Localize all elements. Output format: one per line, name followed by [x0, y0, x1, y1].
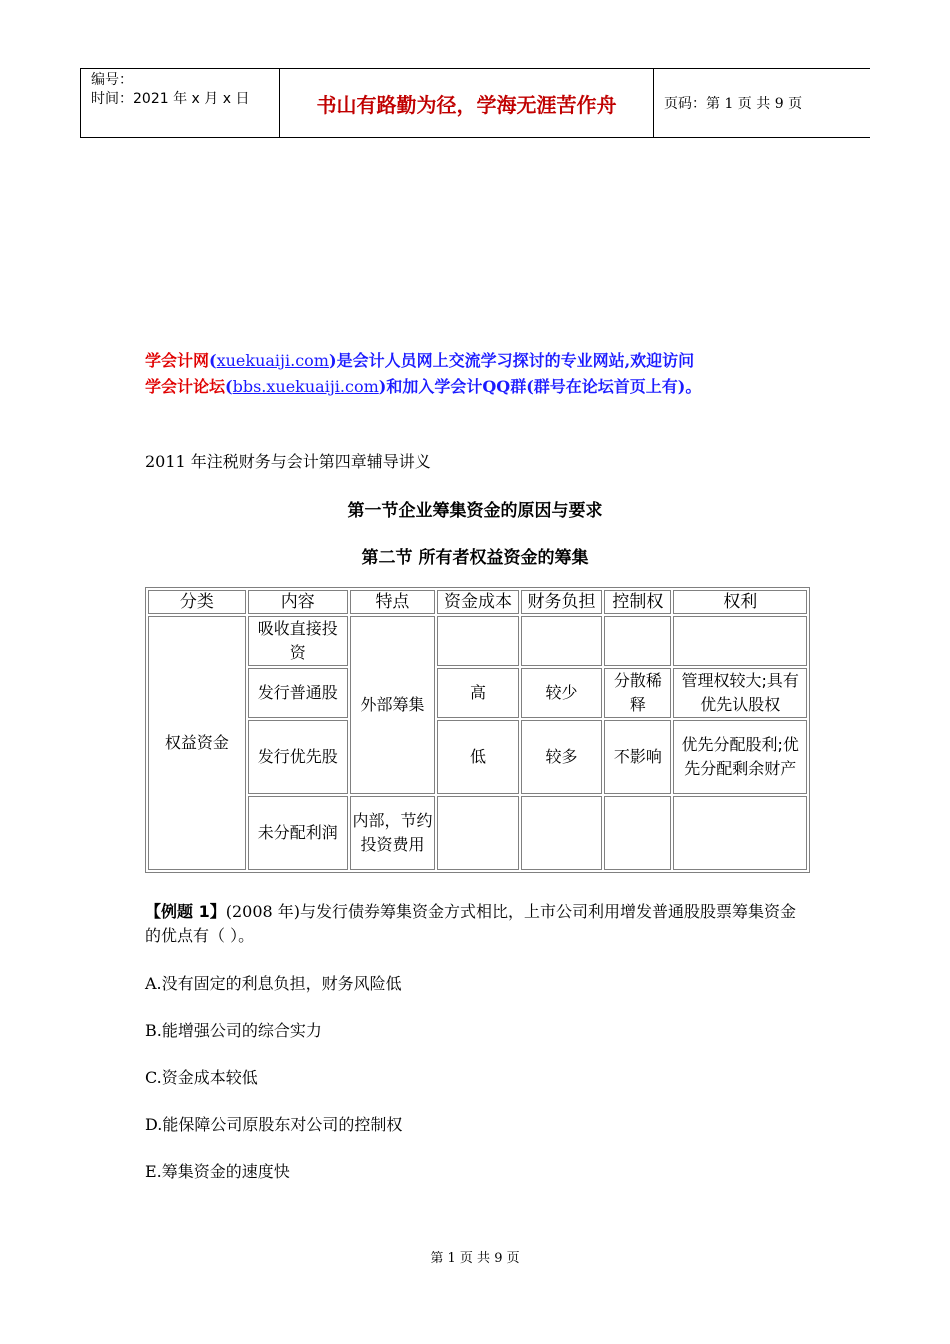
content-cell: 未分配利润	[248, 796, 348, 870]
forum-link[interactable]: bbs.xuekuaiji.com	[232, 377, 379, 396]
feature-cell: 内部，节约投资费用	[350, 796, 436, 870]
section-2-heading: 第二节 所有者权益资金的筹集	[361, 548, 589, 568]
promo-line-2: 学会计论坛(bbs.xuekuaiji.com)和加入学会计QQ群(群号在论坛首页上有)。	[145, 377, 702, 396]
rights-cell: 优先分配股利;优先分配剩余财产	[673, 720, 807, 794]
page-footer: 第 1 页 共 9 页	[430, 1251, 520, 1266]
section-1-heading: 第一节企业筹集资金的原因与要求	[347, 501, 603, 521]
header-page-label: 页码：第 1 页 共 9 页	[664, 96, 803, 112]
content-cell: 发行普通股	[248, 668, 348, 718]
control-cell: 分散稀释	[604, 668, 671, 718]
table-row	[148, 616, 807, 666]
example-tag: 【例题 1】	[145, 902, 226, 921]
feature-cell: 外部筹集	[350, 616, 436, 794]
table-header-cell: 内容	[248, 590, 348, 614]
equity-financing-table	[145, 587, 810, 873]
option-d: D.能保障公司原股东对公司的控制权	[145, 1115, 403, 1134]
table-header-cell: 分类	[148, 590, 246, 614]
table-row	[148, 796, 807, 870]
table-row	[148, 720, 807, 794]
site-name: 学会计网	[145, 351, 210, 370]
burden-cell	[521, 796, 603, 870]
site-link[interactable]: xuekuaiji.com	[216, 351, 329, 370]
control-cell	[604, 616, 671, 666]
table-header-cell: 资金成本	[437, 590, 519, 614]
option-a: A.没有固定的利息负担，财务风险低	[145, 974, 402, 993]
content-cell: 发行优先股	[248, 720, 348, 794]
header-motto: 书山有路勤为径，学海无涯苦作舟	[280, 69, 654, 137]
rights-cell	[673, 616, 807, 666]
header-meta	[80, 69, 280, 137]
option-c: C.资金成本较低	[145, 1068, 258, 1087]
option-e: E.筹集资金的速度快	[145, 1162, 290, 1181]
table-header-cell: 权利	[673, 590, 807, 614]
example-question	[145, 900, 805, 948]
cost-cell: 高	[437, 668, 519, 718]
page-header	[80, 68, 870, 138]
cost-cell: 低	[437, 720, 519, 794]
table-header-cell: 特点	[350, 590, 436, 614]
table-header-cell: 财务负担	[521, 590, 603, 614]
burden-cell: 较少	[521, 668, 603, 718]
document-time-label: 时间：2021 年 x 月 x 日	[91, 91, 250, 107]
promo-text-1: 是会计人员网上交流学习探讨的专业网站,欢迎访问	[336, 351, 695, 370]
forum-name: 学会计论坛	[145, 377, 226, 396]
table-header-cell: 控制权	[604, 590, 671, 614]
table-header-row	[148, 590, 807, 614]
content-cell: 吸收直接投资	[248, 616, 348, 666]
cost-cell	[437, 796, 519, 870]
burden-cell: 较多	[521, 720, 603, 794]
rights-cell: 管理权较大;具有优先认股权	[673, 668, 807, 718]
cost-cell	[437, 616, 519, 666]
table-row	[148, 668, 807, 718]
burden-cell	[521, 616, 603, 666]
control-cell	[604, 796, 671, 870]
option-b: B.能增强公司的综合实力	[145, 1021, 322, 1040]
document-number-label: 编号：	[91, 72, 133, 88]
promo-block	[145, 348, 845, 400]
rights-cell	[673, 796, 807, 870]
document-title: 2011 年注税财务与会计第四章辅导讲义	[145, 452, 431, 471]
category-cell: 权益资金	[148, 616, 246, 870]
example-stem: (2008 年)与发行债券筹集资金方式相比，上市公司利用增发普通股股票筹集资金的优点有（ ）。	[145, 902, 797, 945]
promo-text-2: 和加入学会计QQ群(群号在论坛首页上有)。	[386, 377, 702, 396]
promo-line-1: 学会计网(xuekuaiji.com)是会计人员网上交流学习探讨的专业网站,欢迎访问	[145, 351, 695, 370]
control-cell: 不影响	[604, 720, 671, 794]
